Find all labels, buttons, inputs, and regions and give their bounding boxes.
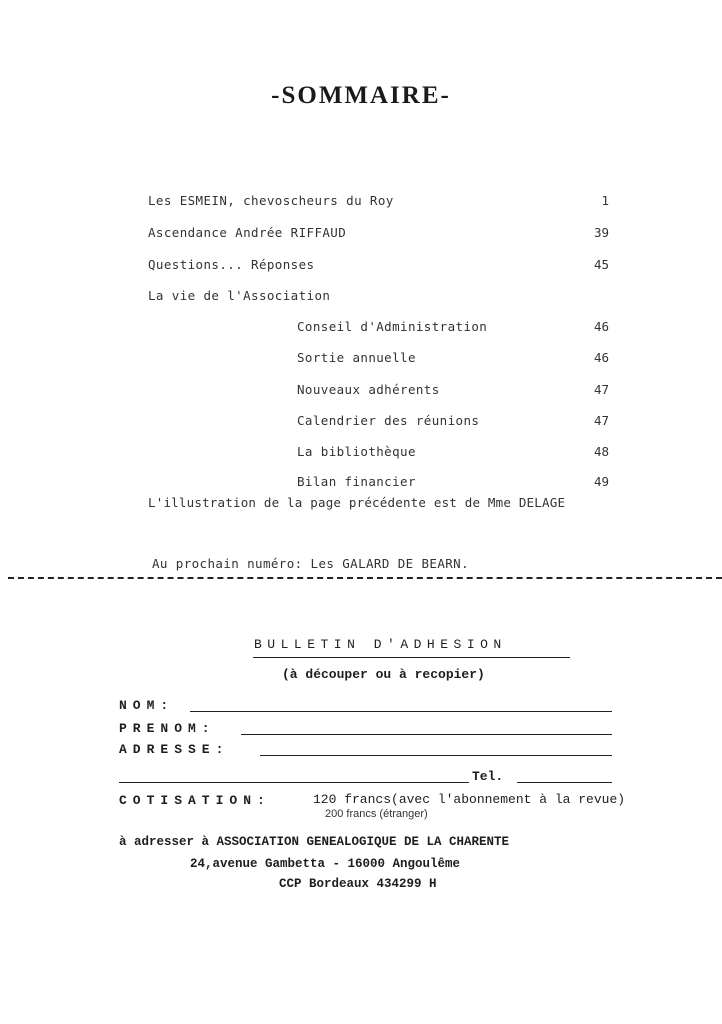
- tel-field[interactable]: [517, 782, 612, 783]
- subtoc-item-label: Conseil d'Administration: [297, 319, 488, 334]
- toc-item-page: 1: [601, 193, 609, 208]
- adresse-label: ADRESSE:: [119, 742, 230, 757]
- cut-line: [8, 577, 722, 579]
- toc-item-label: Ascendance Andrée RIFFAUD: [148, 225, 347, 240]
- toc-item-label: Les ESMEIN, chevoscheurs du Roy: [148, 193, 394, 208]
- toc-item-label: Questions... Réponses: [148, 257, 315, 272]
- adresse-field-line2[interactable]: [119, 782, 469, 783]
- cotisation-label: COTISATION:: [119, 793, 271, 808]
- toc-item-page: 45: [593, 257, 609, 272]
- nom-label: NOM:: [119, 698, 175, 713]
- subtoc-item-page: 47: [593, 413, 609, 428]
- adresse-field[interactable]: [260, 755, 612, 756]
- toc-item-label: La vie de l'Association: [148, 288, 331, 303]
- cotisation-foreign: 200 francs (étranger): [325, 808, 428, 820]
- address-line-2: 24,avenue Gambetta - 16000 Angoulême: [190, 857, 461, 871]
- subtoc-item-page: 47: [593, 382, 609, 397]
- subtoc-item-label: Bilan financier: [297, 474, 416, 489]
- subtoc-item-label: Sortie annuelle: [297, 350, 416, 365]
- prenom-field[interactable]: [241, 734, 612, 735]
- prenom-label: PRENOM:: [119, 721, 216, 736]
- bulletin-subtitle: (à découper ou à recopier): [282, 667, 485, 682]
- subtoc-item-label: La bibliothèque: [297, 444, 416, 459]
- tel-label: Tel.: [472, 769, 504, 784]
- subtoc-item-page: 46: [593, 319, 609, 334]
- bulletin-title: BULLETIN D'ADHESION: [254, 637, 507, 652]
- subtoc-item-page: 49: [593, 474, 609, 489]
- subtoc-item-label: Calendrier des réunions: [297, 413, 480, 428]
- address-line-1: à adresser à ASSOCIATION GENEALOGIQUE DE LA CHARENTE: [119, 835, 510, 849]
- nom-field[interactable]: [190, 711, 612, 712]
- page-title: -SOMMAIRE-: [271, 82, 451, 109]
- cotisation-text: 120 francs(avec l'abonnement à la revue): [313, 792, 626, 807]
- subtoc-item-page: 46: [593, 350, 609, 365]
- subtoc-item-label: Nouveaux adhérents: [297, 382, 440, 397]
- bulletin-title-underline: [253, 657, 570, 658]
- illustration-note: L'illustration de la page précédente est de Mme DELAGE: [148, 495, 566, 510]
- next-issue-note: Au prochain numéro: Les GALARD DE BEARN.: [152, 556, 470, 571]
- subtoc-item-page: 48: [593, 444, 609, 459]
- toc-item-page: 39: [593, 225, 609, 240]
- address-line-3: CCP Bordeaux 434299 H: [279, 877, 437, 891]
